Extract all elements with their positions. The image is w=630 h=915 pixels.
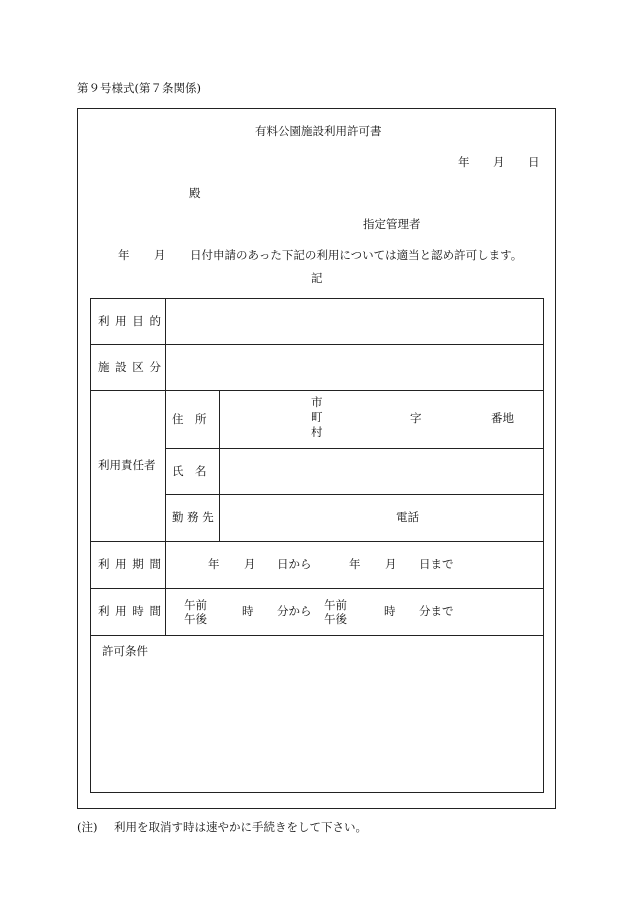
responsible-person-label: 利用責任者 bbox=[91, 391, 166, 542]
statement-text: 日付申請のあった下記の利用については適当と認め許可します。 bbox=[190, 248, 523, 262]
form-number: 第９号様式(第７条関係) bbox=[77, 81, 201, 95]
period-year-start: 年 bbox=[208, 557, 220, 571]
conditions-cell[interactable] bbox=[91, 636, 544, 793]
time-hour-end: 時 bbox=[384, 604, 396, 618]
issuer-label: 指定管理者 bbox=[363, 217, 421, 231]
name-value[interactable] bbox=[220, 449, 544, 495]
period-month-end: 月 bbox=[385, 557, 397, 571]
purpose-row bbox=[91, 299, 544, 345]
phone-label: 電話 bbox=[396, 510, 419, 524]
purpose-value[interactable] bbox=[166, 299, 544, 345]
time-hour-start: 時 bbox=[242, 604, 254, 618]
statement-month: 月 bbox=[154, 248, 166, 262]
period-day-end: 日まで bbox=[419, 557, 454, 571]
address-town: 町 bbox=[311, 410, 323, 424]
workplace-value[interactable] bbox=[220, 495, 544, 542]
address-row bbox=[91, 391, 544, 449]
statement-year: 年 bbox=[118, 248, 130, 262]
address-city: 市 bbox=[311, 395, 323, 409]
time-value[interactable] bbox=[166, 589, 544, 636]
permit-table bbox=[90, 298, 544, 793]
addressee-suffix: 殿 bbox=[189, 186, 201, 200]
address-value[interactable] bbox=[220, 391, 544, 449]
time-am-start: 午前 bbox=[184, 598, 207, 612]
period-value[interactable] bbox=[166, 542, 544, 589]
time-pm-start: 午後 bbox=[184, 612, 207, 626]
facility-row bbox=[91, 345, 544, 391]
period-month-start: 月 bbox=[244, 557, 256, 571]
name-label: 氏 名 bbox=[166, 449, 220, 495]
date-year: 年 bbox=[458, 155, 470, 169]
conditions-label: 許可条件 bbox=[102, 644, 148, 658]
time-am-end: 午前 bbox=[324, 598, 347, 612]
period-day-start: 日から bbox=[277, 557, 312, 571]
time-row bbox=[91, 589, 544, 636]
document-title: 有料公園施設利用許可書 bbox=[255, 124, 382, 138]
time-minute-start: 分から bbox=[277, 604, 312, 618]
ki-mark: 記 bbox=[311, 271, 323, 285]
address-banchi: 番地 bbox=[491, 411, 514, 425]
period-label: 利 用 期 間 bbox=[91, 542, 166, 589]
facility-value[interactable] bbox=[166, 345, 544, 391]
date-day: 日 bbox=[528, 155, 540, 169]
address-aza: 字 bbox=[410, 411, 422, 425]
address-village: 村 bbox=[311, 425, 323, 439]
note-label: (注) bbox=[77, 820, 98, 834]
facility-label: 施 設 区 分 bbox=[91, 345, 166, 391]
time-label: 利 用 時 間 bbox=[91, 589, 166, 636]
purpose-label: 利 用 目 的 bbox=[91, 299, 166, 345]
time-pm-end: 午後 bbox=[324, 612, 347, 626]
workplace-label: 勤 務 先 bbox=[166, 495, 220, 542]
note-text: 利用を取消す時は速やかに手続きをして下さい。 bbox=[114, 820, 367, 834]
conditions-row bbox=[91, 636, 544, 793]
period-year-end: 年 bbox=[349, 557, 361, 571]
period-row bbox=[91, 542, 544, 589]
date-month: 月 bbox=[493, 155, 505, 169]
time-minute-end: 分まで bbox=[419, 604, 454, 618]
address-label: 住 所 bbox=[166, 391, 220, 449]
